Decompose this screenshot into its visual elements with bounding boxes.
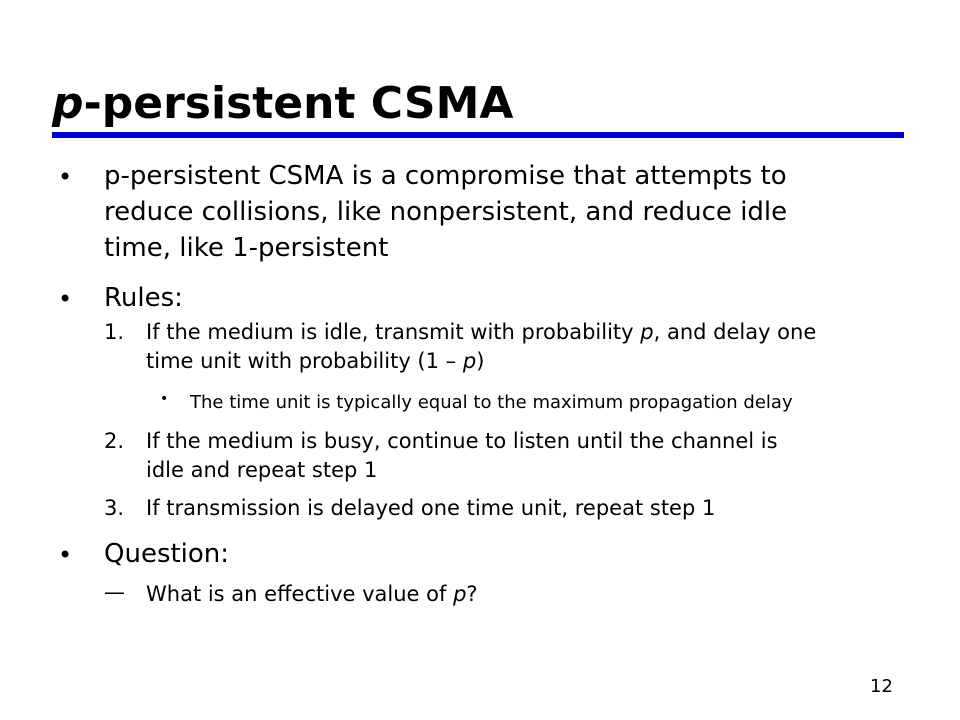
rule-1-line-1-b: , and delay one — [653, 320, 817, 344]
rule-1-line-2-a: time unit with probability (1 – — [146, 349, 463, 373]
rule-2-line-1: If the medium is busy, continue to listen until the channel is — [146, 429, 778, 453]
intro-line-2: reduce collisions, like nonpersistent, and reduce idle — [104, 197, 788, 227]
rule-1-line-1 — [146, 318, 816, 346]
question-text-a: What is an effective value of — [146, 582, 454, 606]
title-underline-bar — [52, 132, 904, 138]
rule-1-sub-bullet: The time unit is typically equal to the maximum propagation delay — [190, 392, 793, 413]
rule-2-line-2: idle and repeat step 1 — [146, 458, 378, 482]
bullet-dot: • — [58, 541, 73, 569]
question-text-b: ? — [466, 582, 478, 606]
rules-label: Rules: — [104, 283, 183, 313]
rule-1-line-2 — [146, 347, 484, 375]
slide-title — [52, 76, 513, 132]
title-text: -persistent CSMA — [83, 78, 514, 129]
rule-3-number: 3. — [104, 496, 125, 520]
question-label: Question: — [104, 539, 230, 569]
intro-line-1: p-persistent CSMA is a compromise that attempts to — [104, 161, 787, 191]
rule-1-variable: p — [640, 320, 654, 344]
page-number: 12 — [870, 676, 893, 697]
question-text — [146, 580, 478, 608]
question-variable: p — [453, 582, 467, 606]
sub-bullet-dot: • — [160, 391, 169, 407]
rule-1-line-1-a: If the medium is idle, transmit with probability — [146, 320, 641, 344]
title-variable: p — [52, 78, 84, 129]
rule-2-number: 2. — [104, 429, 125, 453]
bullet-dot: • — [58, 285, 73, 313]
bullet-dot: • — [58, 163, 73, 191]
question-dash: — — [104, 580, 125, 604]
intro-line-3: time, like 1-persistent — [104, 233, 389, 263]
rule-3-line-1: If transmission is delayed one time unit, repeat step 1 — [146, 496, 716, 520]
rule-1-line-2-variable: p — [462, 349, 477, 373]
title-underline — [52, 132, 904, 138]
rule-1-number: 1. — [104, 320, 125, 344]
rule-1-line-2-b: ) — [476, 349, 485, 373]
